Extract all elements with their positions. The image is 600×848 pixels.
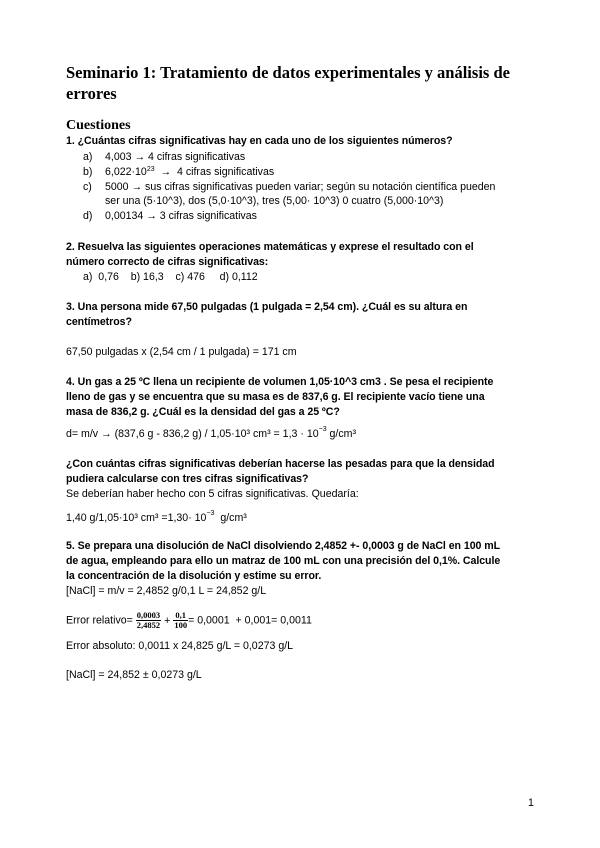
question-2-line2: número correcto de cifras significativas:	[66, 256, 269, 268]
page-number: 1	[528, 797, 534, 809]
q5-relative-error-label: Error relativo=	[66, 614, 136, 627]
q2-answers: a) 0,76 b) 16,3 c) 476 d) 0,112	[83, 271, 258, 283]
question-5-line1: 5. Se prepara una disolución de NaCl disolviendo 2,4852 +- 0,0003 g de NaCl en 100 mL	[66, 540, 501, 552]
question-3-line2: centímetros?	[66, 316, 132, 328]
q1-item-b-rest: → 4 cifras significativas	[154, 166, 275, 178]
question-2-line1: 2. Resuelva las siguientes operaciones matemáticas y exprese el resultado con el	[66, 241, 474, 253]
q1-item-d-marker: d)	[83, 210, 93, 222]
q1-item-c-line2: ser una (5·10^3), dos (5,0·10^3), tres (5,00· 10^3) 0 cuatro (5,000·10^3)	[105, 195, 444, 207]
q5-fraction-1-denominator: 2,4852	[136, 620, 161, 630]
q4b-calc-main: 1,40 g/1,05·10³ cm³ =1,30· 10	[66, 512, 207, 524]
question-3-line1: 3. Una persona mide 67,50 pulgadas (1 pulgada = 2,54 cm). ¿Cuál es su altura en	[66, 301, 468, 313]
question-4b-line2: pudiera calcularse con tres cifras significativas?	[66, 473, 309, 485]
q1-item-b-base: 6,022·10	[105, 166, 147, 178]
q5-concentration: [NaCl] = m/v = 2,4852 g/0,1 L = 24,852 g/L	[66, 585, 267, 597]
q5-fraction-2	[173, 611, 188, 630]
q1-item-d: 0,00134 → 3 cifras significativas	[105, 210, 257, 222]
q5-relative-error-result: = 0,0001 + 0,001= 0,0011	[188, 614, 312, 627]
q4-answer-unit: g/cm³	[326, 428, 357, 440]
q1-item-a: 4,003 → 4 cifras significativas	[105, 151, 246, 163]
question-4-line2: lleno de gas y se encuentra que su masa es de 837,6 g. El recipiente vacío tiene una	[66, 391, 485, 403]
q5-final-result: [NaCl] = 24,852 ± 0,0273 g/L	[66, 669, 202, 681]
question-5-line3: la concentración de la disolución y estime su error.	[66, 570, 322, 582]
q1-item-c-marker: c)	[83, 181, 92, 193]
q1-item-a-marker: a)	[83, 151, 93, 163]
q5-plus-sign: +	[164, 614, 171, 627]
question-4-line1: 4. Un gas a 25 ºC llena un recipiente de volumen 1,05·10^3 cm3 . Se pesa el recipiente	[66, 376, 494, 388]
q3-answer: 67,50 pulgadas x (2,54 cm / 1 pulgada) = 171 cm	[66, 346, 297, 358]
q1-item-b	[105, 166, 274, 178]
q4b-calculation	[66, 512, 247, 524]
q1-item-b-exponent: 23	[146, 166, 155, 173]
q4-answer-exponent: −3	[318, 426, 327, 433]
q1-item-c-line1: 5000 → sus cifras significativas pueden variar; según su notación científica pueden	[105, 181, 496, 193]
document-title: Seminario 1: Tratamiento de datos experimentales y análisis de errores	[66, 63, 510, 103]
q1-item-b-marker: b)	[83, 166, 93, 178]
q4b-calc-unit: g/cm³	[214, 512, 247, 524]
section-title: Cuestiones	[66, 118, 131, 133]
q5-fraction-1-numerator: 0,0003	[136, 610, 161, 620]
q4-answer	[66, 428, 356, 440]
q4b-calc-exponent: −3	[206, 510, 215, 517]
q5-fraction-1	[136, 611, 161, 630]
question-5-line2: de agua, empleando para ello un matraz de 100 mL con una precisión del 0,1%. Calcule	[66, 555, 501, 567]
question-4-line3: masa de 836,2 g. ¿Cuál es la densidad del gas a 25 ºC?	[66, 406, 340, 418]
q5-fraction-2-numerator: 0,1	[173, 611, 188, 621]
q5-fraction-2-denominator: 100	[174, 620, 188, 630]
q5-absolute-error: Error absoluto: 0,0011 x 24,825 g/L = 0,0273 g/L	[66, 640, 294, 652]
q4-answer-main: d= m/v → (837,6 g - 836,2 g) / 1,05·10³ cm³ = 1,3 · 10	[66, 428, 319, 440]
question-4b-line1: ¿Con cuántas cifras significativas deberían hacerse las pesadas para que la densidad	[66, 458, 495, 470]
q5-relative-error	[66, 611, 312, 630]
question-1: 1. ¿Cuántas cifras significativas hay en cada uno de los siguientes números?	[66, 135, 453, 147]
q4b-answer: Se deberían haber hecho con 5 cifras significativas. Quedaría:	[66, 488, 359, 500]
